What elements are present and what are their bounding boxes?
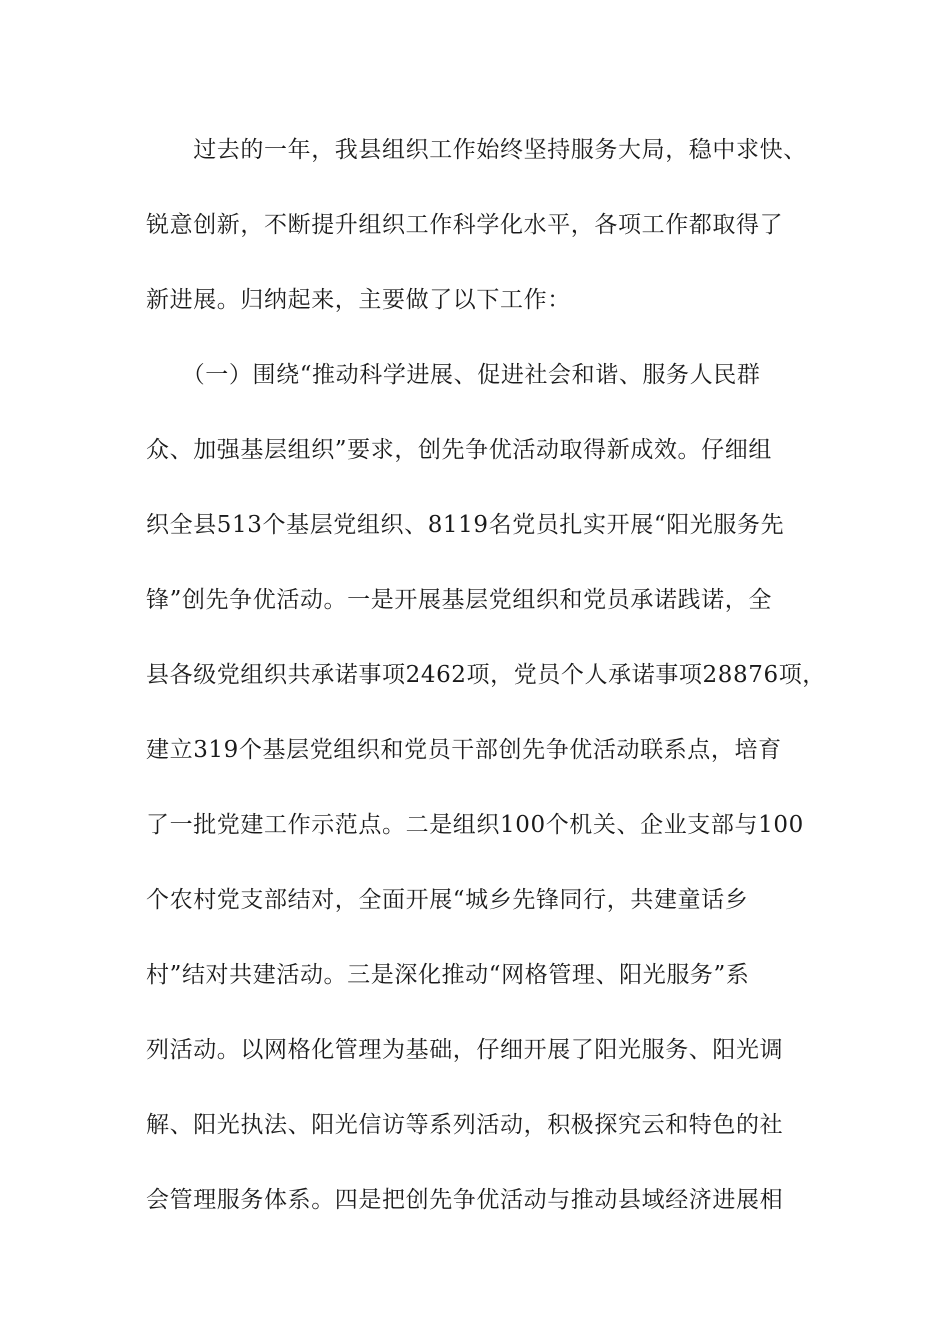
paragraph-line: 县各级党组织共承诺事项2462项，党员个人承诺事项28876项， (146, 662, 826, 688)
paragraph-line: 织全县513个基层党组织、8119名党员扎实开展“阳光服务先 (146, 512, 785, 538)
paragraph-line: 过去的一年，我县组织工作始终坚持服务大局，稳中求快、 (146, 137, 807, 163)
paragraph-line: 新进展。归纳起来，主要做了以下工作： (146, 287, 571, 313)
paragraph-line: 会管理服务体系。四是把创先争优活动与推动县域经济进展相 (146, 1187, 784, 1213)
paragraph-line: 村”结对共建活动。三是深化推动“网格管理、阳光服务”系 (146, 962, 750, 988)
paragraph-line: 列活动。以网格化管理为基础，仔细开展了阳光服务、阳光调 (146, 1037, 784, 1063)
paragraph-line: 建立319个基层党组织和党员干部创先争优活动联系点，培育 (146, 737, 782, 763)
paragraph-line: 锐意创新，不断提升组织工作科学化水平，各项工作都取得了 (146, 212, 784, 238)
paragraph-line: （一）围绕“推动科学进展、促进社会和谐、服务人民群 (146, 362, 761, 388)
paragraph-line: 解、阳光执法、阳光信访等系列活动，积极探究云和特色的社 (146, 1112, 784, 1138)
paragraph-line: 众、加强基层组织”要求，创先争优活动取得新成效。仔细组 (146, 437, 772, 463)
paragraph-line: 了一批党建工作示范点。二是组织100个机关、企业支部与100 (146, 812, 804, 838)
paragraph-line: 锋”创先争优活动。一是开展基层党组织和党员承诺践诺，全 (146, 587, 772, 613)
paragraph-line: 个农村党支部结对，全面开展“城乡先锋同行，共建童话乡 (146, 887, 749, 913)
